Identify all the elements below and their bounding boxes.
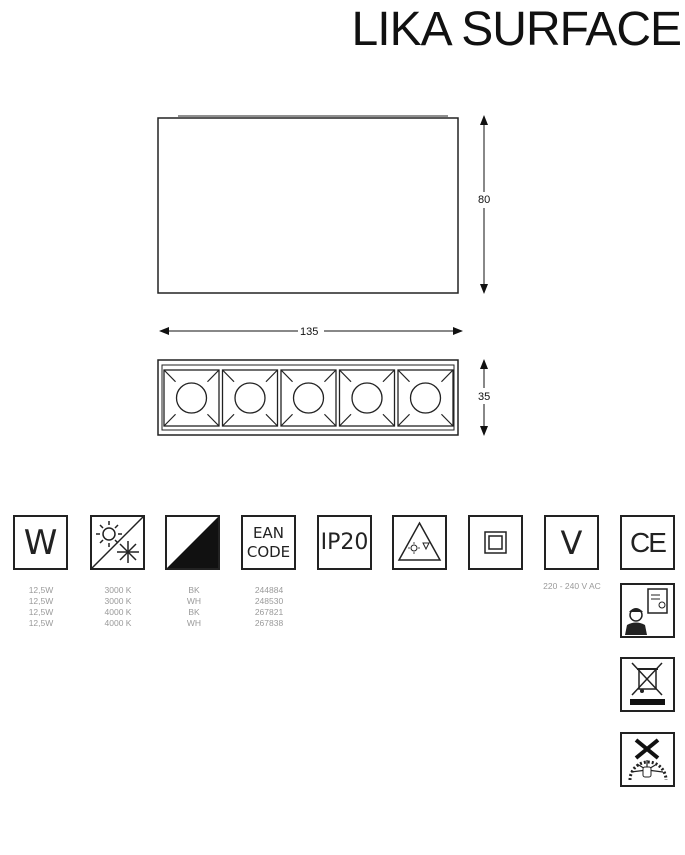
ean-values (246, 585, 292, 629)
sun-snowflake-icon (90, 515, 145, 570)
spec-value: 12,5W (28, 585, 54, 595)
double-insulation-icon (468, 515, 523, 570)
spec-value: 3000 K (104, 596, 132, 606)
spec-value: WH (186, 618, 202, 628)
spec-value: 244884 (254, 585, 284, 595)
wattage-values (19, 585, 63, 629)
finish-values (172, 585, 216, 629)
spec-value: 248530 (254, 596, 284, 606)
wattage-icon: W (13, 515, 68, 570)
led-optic (398, 370, 453, 426)
spec-value: BK (188, 585, 200, 595)
spec-value: 3000 K (104, 585, 132, 595)
height-label: 80 (478, 194, 491, 206)
product-title: LIKA SURFACE (351, 3, 681, 56)
ip-rating-icon: IP20 (317, 515, 372, 570)
length-dimension (160, 326, 462, 338)
no-direct-view-icon (620, 732, 675, 787)
spec-value: 4000 K (104, 607, 132, 617)
height-dimension (478, 116, 490, 293)
led-optic (223, 370, 278, 426)
spec-value: BK (188, 607, 200, 617)
ean-code-icon: EAN CODE (241, 515, 296, 570)
spec-value: 267838 (254, 618, 284, 628)
ce-mark-icon: CE (620, 515, 675, 570)
depth-label: 35 (478, 391, 491, 403)
spec-value: 4000 K (104, 618, 132, 628)
spec-value: 220 - 240 V AC (543, 581, 601, 591)
spec-value: 267821 (254, 607, 284, 617)
length-label: 135 (300, 326, 319, 338)
kelvin-values (95, 585, 141, 629)
no-insulation-cover-icon (392, 515, 447, 570)
led-optic (340, 370, 395, 426)
voltage-icon: V (544, 515, 599, 570)
spec-value: 12,5W (28, 607, 54, 617)
black-white-diagonal-icon (165, 515, 220, 570)
spec-value: 12,5W (28, 618, 54, 628)
qualified-installer-icon (620, 583, 675, 638)
front-view (158, 360, 458, 435)
led-optic (164, 370, 219, 426)
spec-value: WH (186, 596, 202, 606)
side-view (158, 116, 458, 293)
depth-dimension (478, 360, 490, 435)
weee-bin-icon (620, 657, 675, 712)
led-optic (281, 370, 336, 426)
spec-value: 12,5W (28, 596, 54, 606)
voltage-value (534, 581, 610, 592)
